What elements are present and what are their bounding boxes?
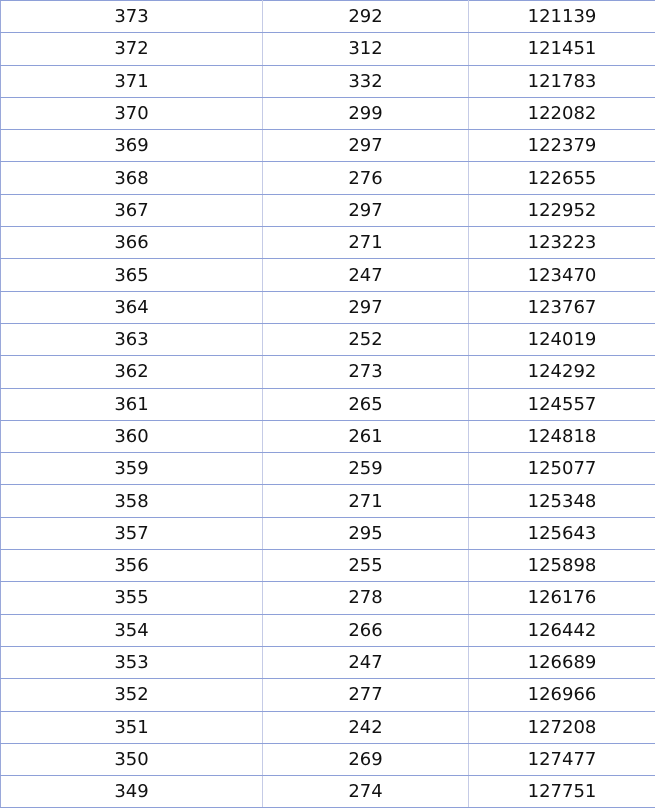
cumulative-cell: 127208 [469, 711, 655, 743]
cumulative-cell: 125077 [469, 453, 655, 485]
cumulative-cell: 124292 [469, 356, 655, 388]
cumulative-cell: 122082 [469, 97, 655, 129]
cumulative-cell: 125898 [469, 550, 655, 582]
score-cell: 366 [1, 227, 263, 259]
score-cell: 356 [1, 550, 263, 582]
count-cell: 276 [263, 162, 469, 194]
count-cell: 312 [263, 33, 469, 65]
score-cell: 368 [1, 162, 263, 194]
count-cell: 247 [263, 646, 469, 678]
cumulative-cell: 124557 [469, 388, 655, 420]
table-row [1, 453, 655, 485]
count-cell: 271 [263, 227, 469, 259]
table-row [1, 517, 655, 549]
cumulative-cell: 126176 [469, 582, 655, 614]
cumulative-cell: 121139 [469, 1, 655, 33]
score-cell: 349 [1, 776, 263, 808]
score-cell: 364 [1, 291, 263, 323]
cumulative-cell: 126966 [469, 679, 655, 711]
count-cell: 297 [263, 291, 469, 323]
score-cell: 351 [1, 711, 263, 743]
table-row [1, 130, 655, 162]
score-cell: 355 [1, 582, 263, 614]
score-cell: 373 [1, 1, 263, 33]
cumulative-cell: 125348 [469, 485, 655, 517]
count-cell: 247 [263, 259, 469, 291]
count-cell: 292 [263, 1, 469, 33]
cumulative-cell: 121783 [469, 65, 655, 97]
count-cell: 273 [263, 356, 469, 388]
cumulative-cell: 122379 [469, 130, 655, 162]
cumulative-cell: 123767 [469, 291, 655, 323]
count-cell: 297 [263, 130, 469, 162]
table-row [1, 65, 655, 97]
score-cell: 369 [1, 130, 263, 162]
score-cell: 362 [1, 356, 263, 388]
table-row [1, 646, 655, 678]
score-cell: 361 [1, 388, 263, 420]
count-cell: 265 [263, 388, 469, 420]
count-cell: 252 [263, 323, 469, 355]
table-row [1, 582, 655, 614]
score-cell: 365 [1, 259, 263, 291]
count-cell: 295 [263, 517, 469, 549]
count-cell: 266 [263, 614, 469, 646]
table-row [1, 356, 655, 388]
cumulative-cell: 122952 [469, 194, 655, 226]
count-cell: 299 [263, 97, 469, 129]
table-body [1, 1, 655, 808]
cumulative-cell: 127477 [469, 743, 655, 775]
table-row [1, 291, 655, 323]
table-row [1, 33, 655, 65]
score-cell: 363 [1, 323, 263, 355]
count-cell: 271 [263, 485, 469, 517]
cumulative-cell: 122655 [469, 162, 655, 194]
count-cell: 242 [263, 711, 469, 743]
cumulative-cell: 123470 [469, 259, 655, 291]
cumulative-cell: 124019 [469, 323, 655, 355]
cumulative-cell: 123223 [469, 227, 655, 259]
count-cell: 277 [263, 679, 469, 711]
score-cell: 352 [1, 679, 263, 711]
count-cell: 278 [263, 582, 469, 614]
count-cell: 269 [263, 743, 469, 775]
table-row [1, 711, 655, 743]
table-row [1, 679, 655, 711]
table-row [1, 323, 655, 355]
count-cell: 255 [263, 550, 469, 582]
score-cell: 367 [1, 194, 263, 226]
table-row [1, 388, 655, 420]
score-cell: 360 [1, 420, 263, 452]
count-cell: 297 [263, 194, 469, 226]
table-row [1, 776, 655, 808]
table-row [1, 743, 655, 775]
cumulative-cell: 121451 [469, 33, 655, 65]
count-cell: 261 [263, 420, 469, 452]
table-row [1, 1, 655, 33]
count-cell: 274 [263, 776, 469, 808]
table-row [1, 614, 655, 646]
count-cell: 259 [263, 453, 469, 485]
score-cell: 354 [1, 614, 263, 646]
score-cell: 372 [1, 33, 263, 65]
score-cell: 353 [1, 646, 263, 678]
cumulative-cell: 126689 [469, 646, 655, 678]
table-row [1, 194, 655, 226]
table-row [1, 550, 655, 582]
table-row [1, 97, 655, 129]
table-row [1, 259, 655, 291]
cumulative-cell: 125643 [469, 517, 655, 549]
table-row [1, 227, 655, 259]
count-cell: 332 [263, 65, 469, 97]
cumulative-cell: 124818 [469, 420, 655, 452]
table-row [1, 420, 655, 452]
score-cell: 350 [1, 743, 263, 775]
score-cell: 357 [1, 517, 263, 549]
table-row [1, 485, 655, 517]
score-cell: 359 [1, 453, 263, 485]
table-row [1, 162, 655, 194]
score-cell: 371 [1, 65, 263, 97]
cumulative-cell: 126442 [469, 614, 655, 646]
cumulative-cell: 127751 [469, 776, 655, 808]
score-cell: 358 [1, 485, 263, 517]
score-cell: 370 [1, 97, 263, 129]
